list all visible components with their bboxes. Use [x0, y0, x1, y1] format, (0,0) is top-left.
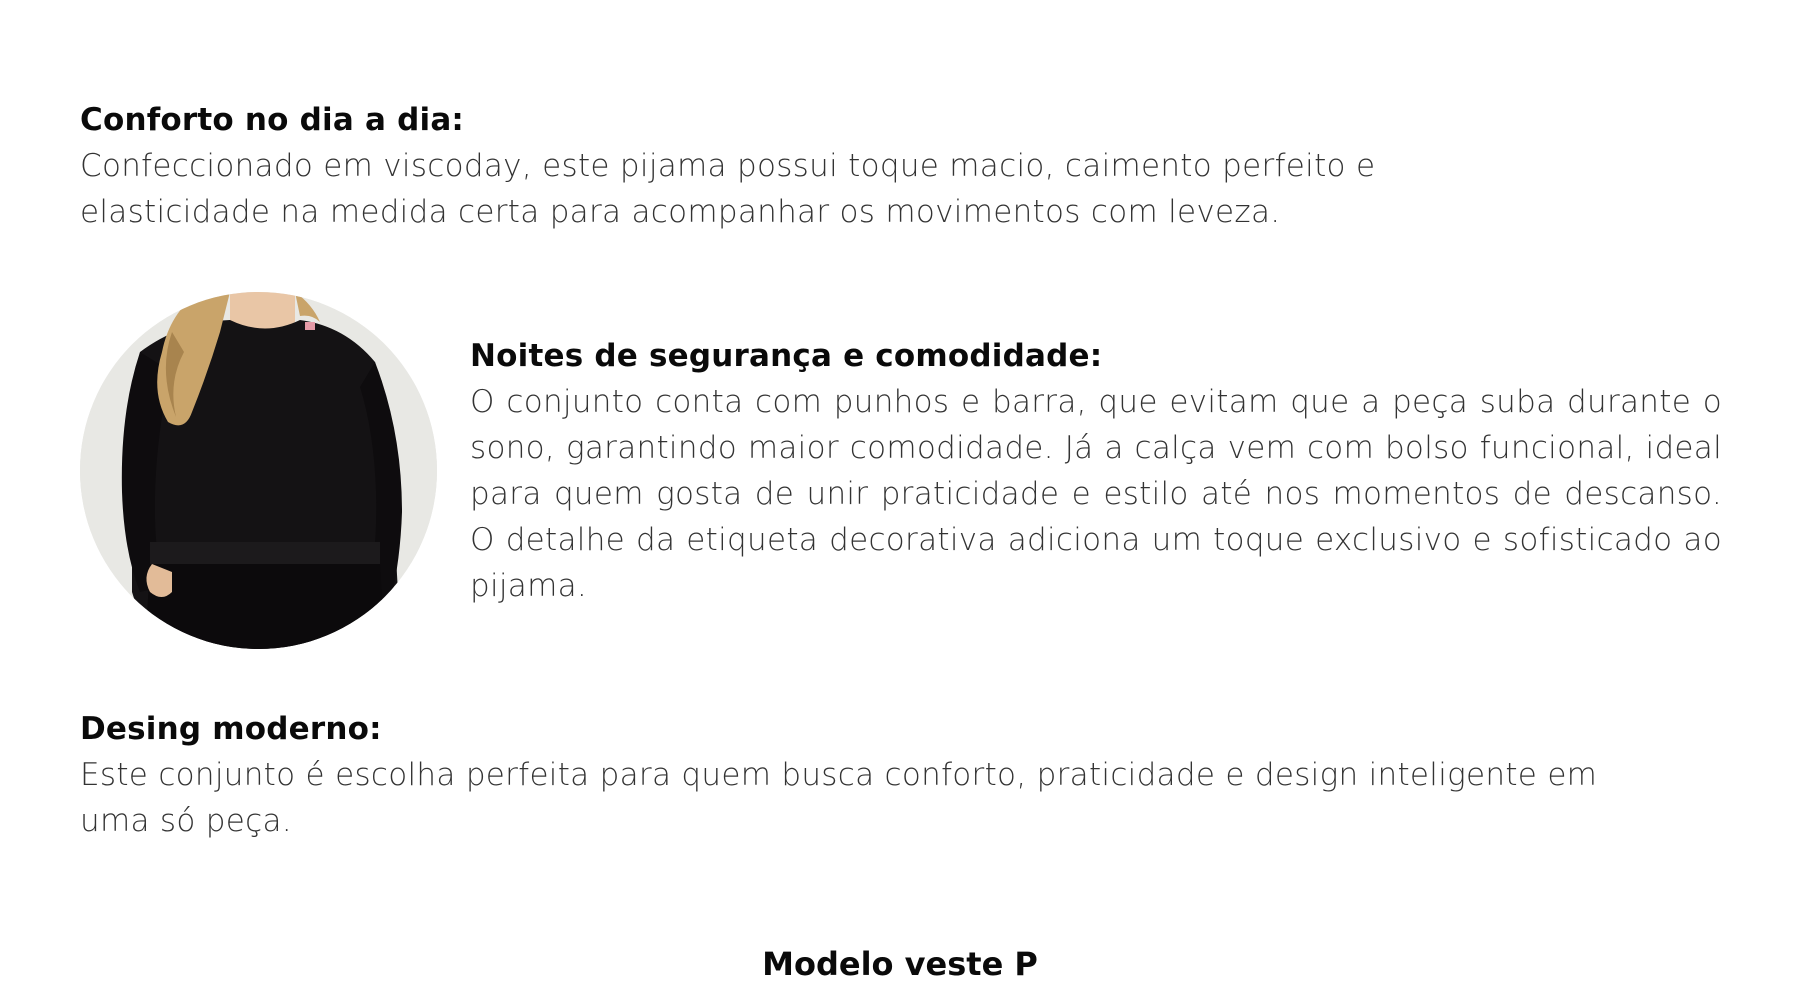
section-text: Este conjunto é escolha perfeita para quem busca conforto, praticidade e design inteligente em uma só peça.: [80, 757, 1598, 839]
section-title: Conforto no dia a dia:: [80, 102, 465, 138]
section-title: Noites de segurança e comodidade:: [470, 338, 1103, 374]
section-title: Desing moderno:: [80, 711, 382, 747]
section-text: O conjunto conta com punhos e barra, que evitam que a peça suba durante o sono, garantindo maior comodidade. Já a calça vem com bolso funcional, ideal para quem gosta de unir praticidade e estilo até nos momentos de descanso. O detalhe da etiqueta decorativa adiciona um toque exclusivo e sofisticado ao pijama.: [470, 384, 1722, 604]
section-text: Confeccionado em viscoday, este pijama possui toque macio, caimento perfeito e elasticidade na medida certa para acompanhar os movimentos com leveza.: [80, 148, 1376, 230]
section-design: [80, 706, 1680, 844]
model-photo: [80, 292, 437, 649]
section-conforto: [80, 97, 1480, 235]
model-size-label: Modelo veste P: [762, 945, 1038, 983]
section-noites: [470, 333, 1722, 609]
